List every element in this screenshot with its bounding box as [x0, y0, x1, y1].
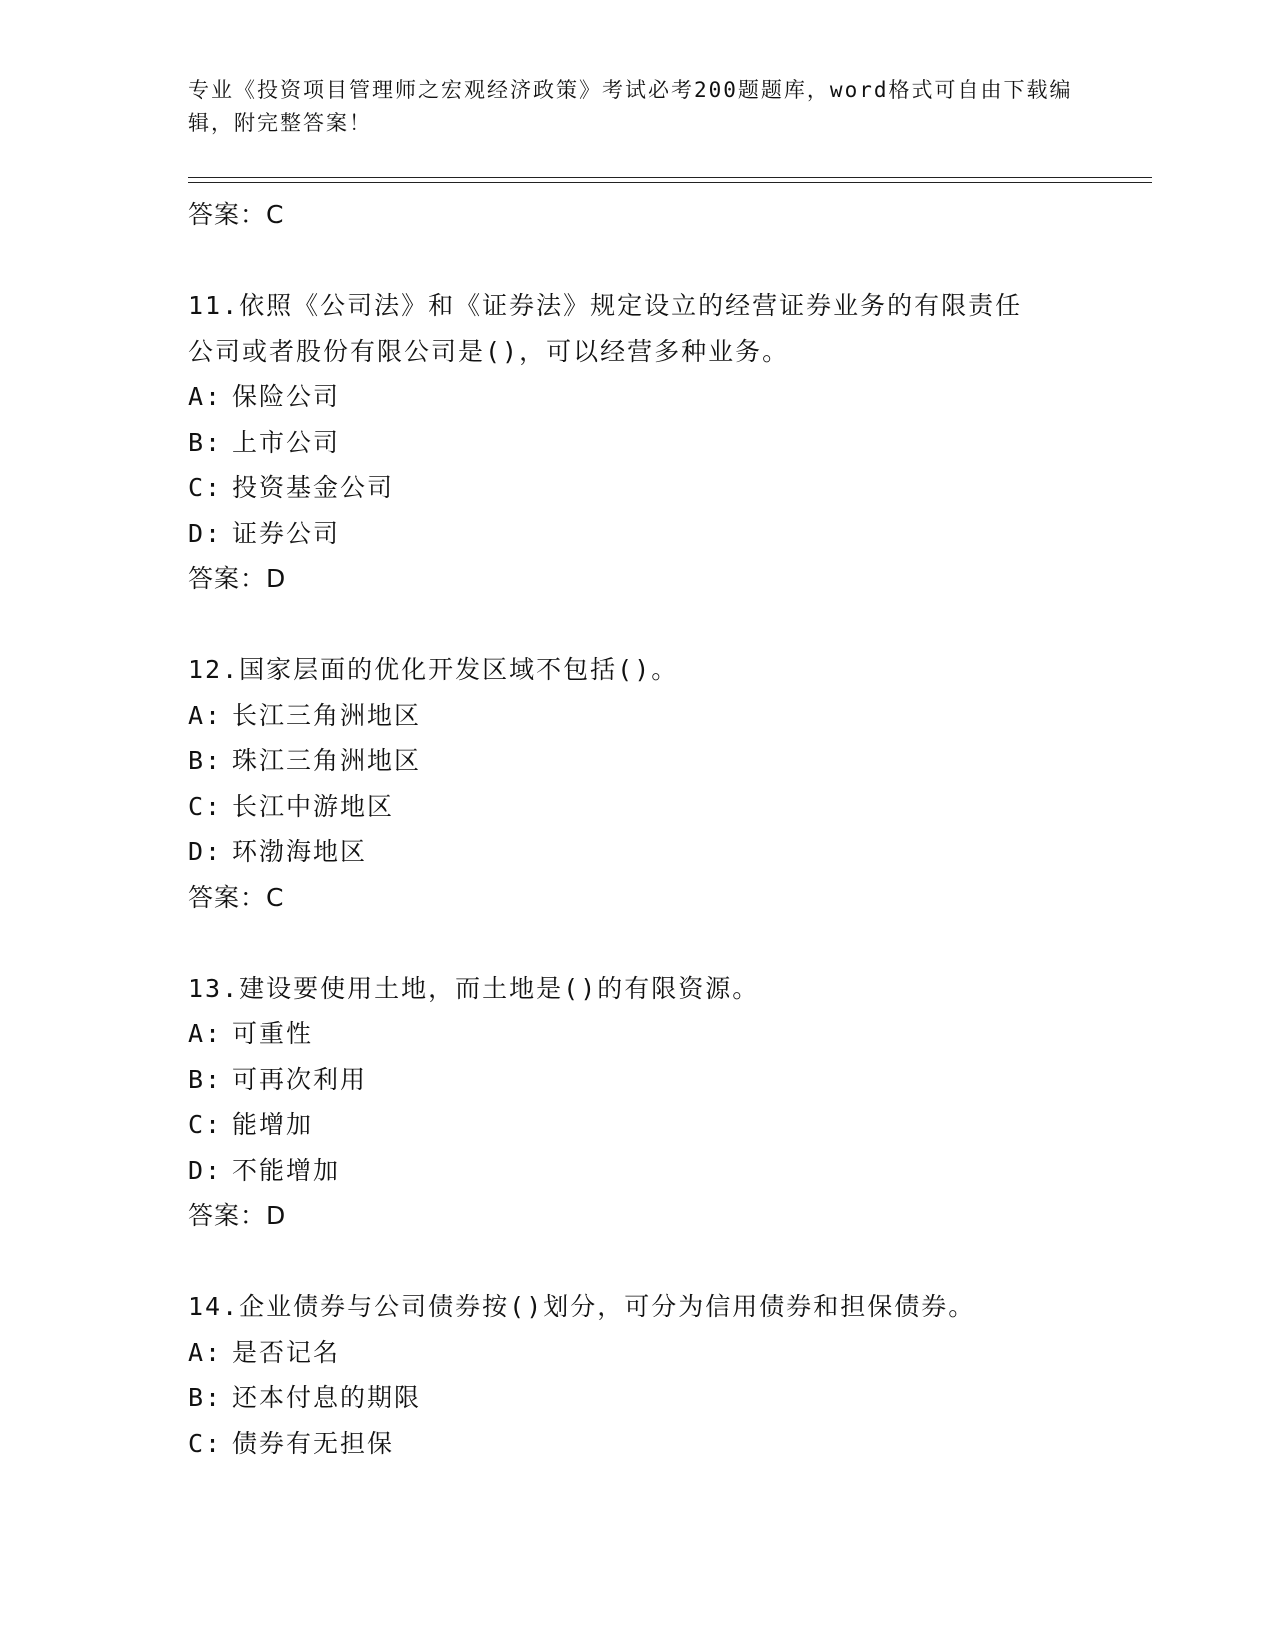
option-key: C:: [188, 791, 223, 821]
block-spacer: [188, 1239, 1088, 1285]
option-key: A:: [188, 1337, 223, 1367]
question-text: 12.国家层面的优化开发区域不包括()。: [188, 655, 679, 684]
option-text: 珠江三角洲地区: [232, 746, 422, 775]
option-item: [188, 1148, 1088, 1194]
option-key: C:: [188, 473, 223, 502]
option-key: A:: [188, 1019, 223, 1048]
option-text: 长江中游地区: [232, 791, 395, 821]
option-item: [188, 1375, 1088, 1421]
option-text: 债券有无担保: [232, 1428, 395, 1458]
option-key: C:: [188, 1110, 223, 1139]
question-text: 13.建设要使用土地，而土地是()的有限资源。: [188, 973, 760, 1003]
option-key: D:: [188, 518, 223, 548]
option-text: 可重性: [232, 1019, 314, 1048]
header-divider: [188, 177, 1152, 183]
question-block: [188, 283, 1088, 602]
question-block: [188, 192, 1088, 238]
block-spacer: [188, 238, 1088, 284]
option-key: A:: [188, 700, 223, 730]
question-text: 14.企业债券与公司债券按()划分，可分为信用债券和担保债券。: [188, 1292, 976, 1321]
option-item: [188, 465, 1088, 511]
block-spacer: [188, 602, 1088, 648]
option-item: [188, 420, 1088, 466]
option-key: B:: [188, 1064, 223, 1094]
answer-line: 答案：D: [188, 1201, 287, 1230]
answer-line: 答案：D: [188, 564, 287, 593]
option-item: [188, 1330, 1088, 1376]
option-item: [188, 829, 1088, 875]
option-text: 环渤海地区: [232, 837, 368, 866]
option-item: [188, 511, 1088, 557]
option-text: 能增加: [232, 1110, 314, 1139]
option-item: [188, 1011, 1088, 1057]
option-key: B:: [188, 427, 223, 457]
option-text: 上市公司: [232, 427, 341, 457]
option-text: 不能增加: [232, 1155, 341, 1185]
answer-line: 答案：C: [188, 200, 285, 229]
option-text: 证券公司: [232, 518, 341, 548]
option-text: 还本付息的期限: [232, 1383, 422, 1412]
option-text: 长江三角洲地区: [232, 700, 422, 730]
question-block: [188, 1284, 1088, 1466]
question-block: [188, 647, 1088, 920]
option-item: [188, 1057, 1088, 1103]
option-key: D:: [188, 1155, 223, 1185]
question-block: [188, 966, 1088, 1239]
option-text: 保险公司: [232, 382, 341, 411]
option-text: 可再次利用: [232, 1064, 368, 1094]
option-item: [188, 784, 1088, 830]
option-key: C:: [188, 1428, 223, 1458]
option-key: B:: [188, 1383, 223, 1412]
document-header: 专业《投资项目管理师之宏观经济政策》考试必考200题题库，word格式可自由下载编辑，附完整答案！: [188, 78, 1073, 135]
option-text: 是否记名: [232, 1337, 341, 1367]
option-key: B:: [188, 746, 223, 775]
answer-line: 答案：C: [188, 882, 285, 912]
option-item: [188, 374, 1088, 420]
question-text: 公司或者股份有限公司是()，可以经营多种业务。: [188, 336, 790, 366]
option-item: [188, 1102, 1088, 1148]
option-item: [188, 693, 1088, 739]
option-key: D:: [188, 837, 223, 866]
option-item: [188, 1421, 1088, 1467]
option-key: A:: [188, 382, 223, 411]
block-spacer: [188, 920, 1088, 966]
question-text: 11.依照《公司法》和《证券法》规定设立的经营证券业务的有限责任: [188, 291, 1023, 320]
question-list: [188, 192, 1088, 1466]
option-text: 投资基金公司: [232, 473, 395, 502]
option-item: [188, 738, 1088, 784]
